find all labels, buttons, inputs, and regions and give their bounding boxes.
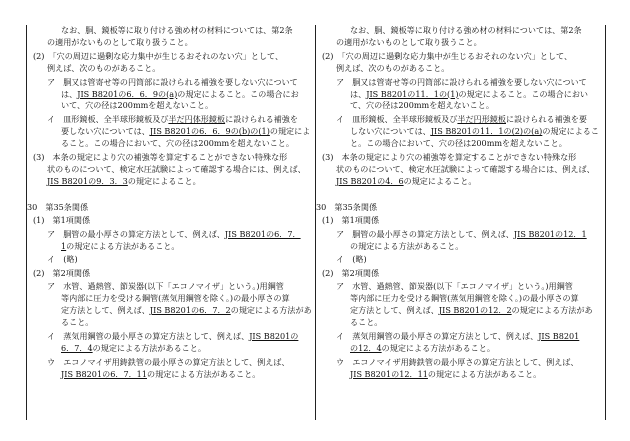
item-a-line: ア 胴又は管寄せ等の円筒部に設けられる補強を要しない穴について [47, 76, 298, 87]
jis-reference: JIS B8201の6．7． [224, 228, 301, 239]
section-heading: 30 第35条関係 [316, 201, 378, 212]
jis-reference: JIS B8201 [538, 330, 580, 341]
item-i-line: と。この場合において、穴の径は200mmを超えないこと。 [350, 138, 567, 149]
item-a-line: ること。 [61, 316, 94, 327]
item-u-line: JIS B8201の12．11の規定による方法があること。 [350, 368, 542, 379]
paragraph-line: なお、胴、鏡板等に取り付ける強め材の材料については、第2条 [350, 25, 582, 35]
item-a-line: いて、穴の径は200mmを超えないこと。 [61, 100, 214, 111]
item-i-line: イ 蒸気用鋼管の最小厚さの算定方法として、例えば、JIS B8201 [336, 330, 580, 341]
jis-reference: JIS B8201の9．3．3 [47, 175, 128, 186]
paragraph-line: JIS B8201の9．3．3の規定によること。 [47, 175, 201, 186]
item-a-line: ア 胴管の最小厚さの算定方法として、例えば、JIS B8201の6．7． [47, 228, 301, 239]
jis-reference: JIS B8201の6．7．2 [149, 305, 231, 316]
item-u-line: JIS B8201の6．7．11の規定による方法があること。 [61, 368, 261, 379]
item-i-line: イ 皿形鏡板、全半球形鏡板及び半だ円体形鏡板に設けられる補強を [47, 114, 298, 125]
amended-text: 半だ円形鏡板 [457, 114, 506, 125]
subsection-heading: (1) 第1項関係 [33, 214, 91, 225]
item-i-line: の12．4の規定による方法があること。 [350, 342, 495, 353]
item-a-line: ること。 [350, 316, 383, 327]
item-a-line: ア 水管、過熱管、節炭器(以下「エコノマイザ」という。)用鋼管 [336, 281, 573, 292]
jis-reference: JIS B8201の11．1の(1) [366, 88, 459, 99]
right-column [316, 25, 606, 420]
paragraph-line: 状のものについて、検定水圧試験によって確認する場合には、例えば、 [47, 163, 306, 174]
item-a-line: は、JIS B8201の11．1の(1)の規定によること。この場合におい [350, 88, 589, 99]
item-u-line: ウ エコノマイザ用鋳鉄管の最小厚さの算定方法として、例えば、 [336, 356, 579, 367]
jis-reference: JIS B8201の12．2 [438, 305, 512, 316]
item-a-line: 等内部に圧力を受ける鋼管(蒸気用鋼管を除く。)の最小厚さの算 [350, 293, 579, 304]
jis-reference: JIS B8201の6．6．9の(b)の(1) [149, 126, 270, 137]
item-a-line: ア 水管、過熱管、節炭器(以下「エコノマイザ」という。)用鋼管 [47, 281, 284, 292]
paragraph-line: の適用がないものとして取り扱うこと。 [47, 36, 193, 47]
item-a-line: 定方法として、例えば、JIS B8201の6．7．2の規定による方法があ [61, 305, 312, 316]
item-i-line: ること。この場合において、穴の径は200mmを超えないこと。 [61, 138, 294, 149]
item-a-line: ア 胴管の最小厚さの算定方法として、例えば、JIS B8201の12．1 [336, 228, 587, 239]
item-a-line: 等内部に圧力を受ける鋼管(蒸気用鋼管を除く。)の最小厚さの算 [61, 293, 290, 304]
item-2-heading: (2) 「穴の周辺に過剰な応力集中が生じるおそれのない穴」として、 [322, 50, 573, 61]
item-u-line: ウ エコノマイザ用鋳鉄管の最小厚さの算定方法として、例えば、 [47, 356, 290, 367]
item-3-heading: (3) 本条の規定により穴の補強等を算定することができない特殊な形 [33, 152, 288, 163]
paragraph-line: 例えば、次のものがあること。 [336, 62, 450, 73]
section-heading: 30 第35条関係 [27, 201, 89, 212]
item-a-line: の規定による方法があること。 [350, 240, 464, 251]
subsection-heading: (1) 第1項関係 [322, 214, 380, 225]
jis-reference: 1 [61, 240, 67, 251]
jis-reference: 6．7．4 [61, 342, 93, 353]
item-i-line: イ (略) [47, 254, 78, 265]
jis-reference: JIS B8201の6．6．9の(a) [77, 88, 178, 99]
amended-text: 半だ円体形鏡板 [168, 114, 226, 125]
paragraph-line: JIS B8201の4．6の規定によること。 [336, 175, 477, 186]
item-a-line: ア 胴又は管寄せ等の円筒部に設けられる補強を要しない穴について [336, 76, 587, 87]
item-a-line: 1の規定による方法があること。 [61, 240, 180, 251]
item-i-line: イ 皿形鏡板、全半球形鏡板及び半だ円形鏡板に設けられる補強を要 [336, 114, 587, 125]
subsection-heading: (2) 第2項関係 [322, 268, 380, 279]
item-i-line: 要しない穴については、JIS B8201の6．6．9の(b)の(1)の規定によ [61, 126, 311, 137]
jis-reference: JIS B8201の [249, 330, 299, 341]
item-a-line: は、JIS B8201の6．6．9の(a)の規定によること。この場合にお [61, 88, 299, 99]
paragraph-line: なお、胴、鏡板等に取り付ける強め材の材料については、第2条 [61, 25, 293, 35]
jis-reference: JIS B8201の4．6 [336, 175, 404, 186]
item-i-line: イ 蒸気用鋼管の最小厚さの算定方法として、例えば、JIS B8201の [47, 330, 299, 341]
item-2-heading: (2) 「穴の周辺に過剰な応力集中が生じるおそれのない穴」として、 [33, 50, 284, 61]
jis-reference: JIS B8201の6．7．11 [61, 368, 147, 379]
jis-reference: JIS B8201の11．1の(2)の(a) [430, 126, 543, 137]
item-3-heading: (3) 本条の規定により穴の補強等を算定することができない特殊な形 [322, 152, 577, 163]
item-i-line: イ (略) [336, 254, 367, 265]
paragraph-line: 状のものについて、検定水圧試験によって確認する場合には、例えば、 [336, 163, 595, 174]
paragraph-line: の適用がないものとして取り扱うこと。 [336, 36, 482, 47]
item-i-line: しない穴については、JIS B8201の11．1の(2)の(a)の規定によるこ [350, 126, 599, 137]
paragraph-line: 例えば、次のものがあること。 [47, 62, 161, 73]
item-a-line: 定方法として、例えば、JIS B8201の12．2の規定による方法があ [350, 305, 593, 316]
item-i-line: 6．7．4の規定による方法があること。 [61, 342, 206, 353]
subsection-heading: (2) 第2項関係 [33, 268, 91, 279]
jis-reference: の12．4 [350, 342, 382, 353]
item-a-line: て、穴の径は200mmを超えないこと。 [350, 100, 494, 111]
left-column [26, 25, 316, 420]
jis-reference: JIS B8201の12．11 [350, 368, 428, 379]
jis-reference: JIS B8201の12．1 [513, 228, 587, 239]
